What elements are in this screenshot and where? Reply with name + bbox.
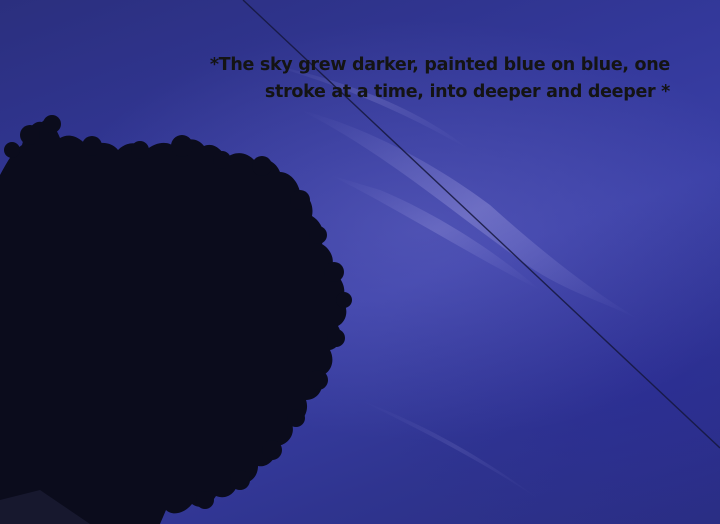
caption-line-2: stroke at a time, into deeper and deeper * xyxy=(264,82,670,102)
poem-caption xyxy=(150,52,670,106)
caption-line-1: *The sky grew darker, painted blue on blue, one xyxy=(209,55,670,75)
tree-silhouette xyxy=(0,115,352,524)
